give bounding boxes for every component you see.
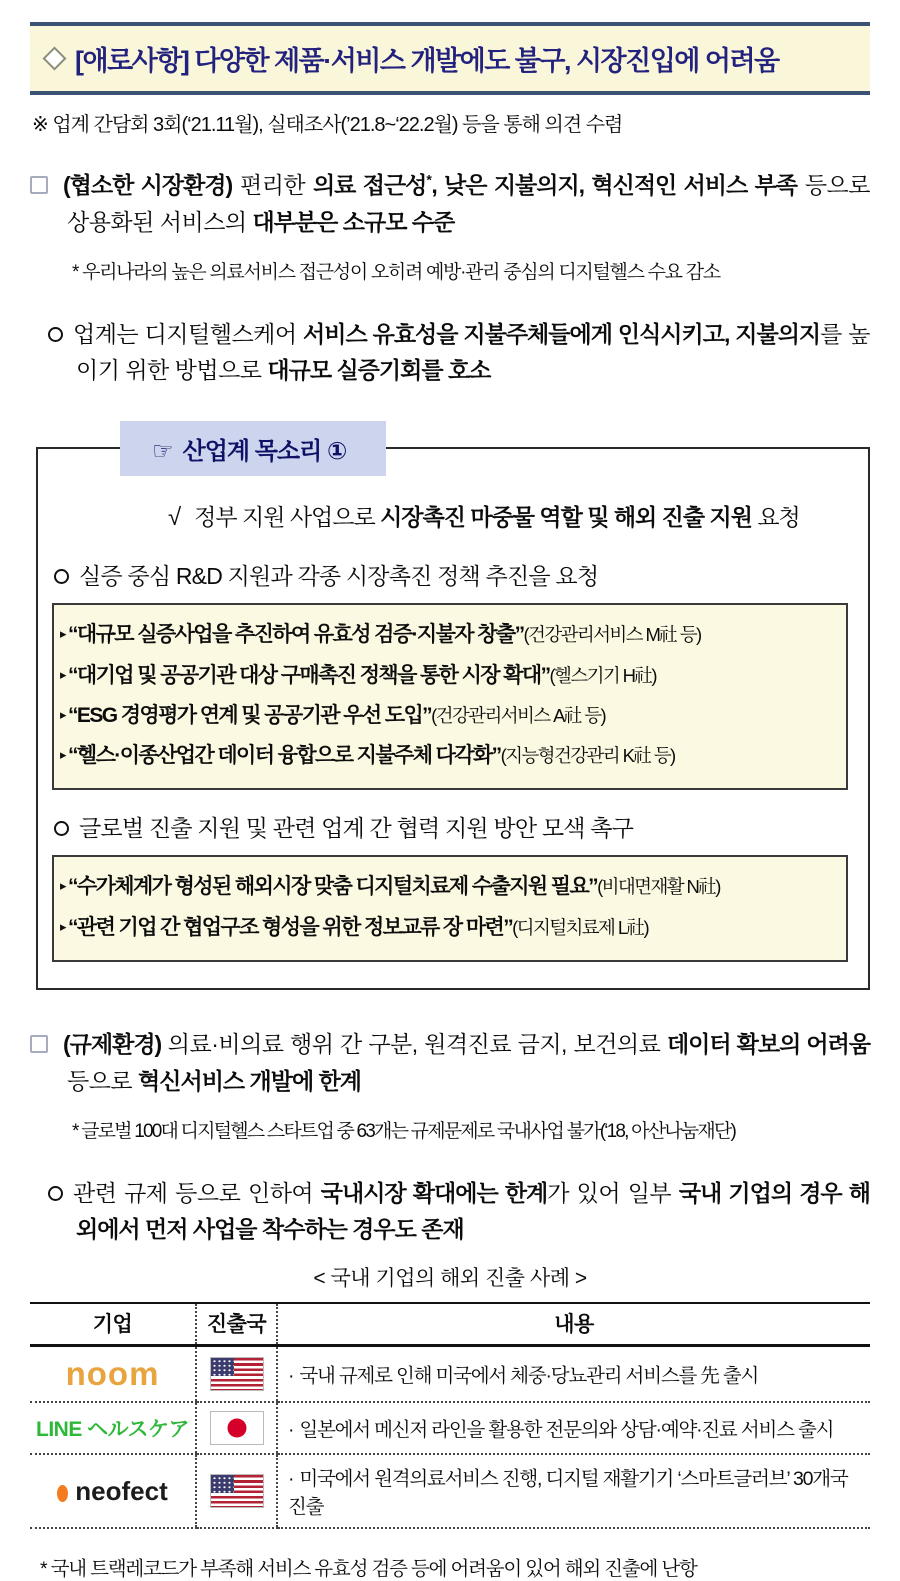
meeting-note: ※ 업계 간담회 3회(‘21.11월), 실태조사(’21.8~‘22.2월) 등을 통해 의견 수렴 xyxy=(32,114,623,136)
country-cell xyxy=(196,1346,277,1403)
footnote-medical-access: * 우리나라의 높은 의료서비스 접근성이 오히려 예방·관리 중심의 디지털헬스 수요 감소 xyxy=(72,261,720,283)
text-segment: (협소한 시장환경) xyxy=(63,172,233,198)
text-segment: 데이터 확보의 어려움 xyxy=(666,1031,871,1058)
case-desc-cell xyxy=(277,1402,870,1454)
quote-text: “관련 기업 간 협업구조 형성을 위한 정보교류 장 마련” xyxy=(68,915,513,939)
point-rnd-support xyxy=(54,558,850,591)
triangle-bullet-icon: ▸ xyxy=(60,878,67,894)
text-segment: 대부분은 소규모 수준 xyxy=(252,208,455,235)
case-desc: 국내 규제로 인해 미국에서 체중·당뇨관리 서비스를 先 출시 xyxy=(299,1365,759,1388)
text-segment: 의료 접근성 xyxy=(312,172,427,198)
para-narrow-market xyxy=(30,167,870,241)
text-segment: , 낮은 지불의지, 혁신적인 서비스 부족 xyxy=(431,172,798,198)
dot-bullet: · xyxy=(288,1419,294,1442)
company-cell xyxy=(30,1346,196,1403)
company-cell xyxy=(30,1402,196,1454)
quote-source: (건강관리서비스 A社 등) xyxy=(431,704,606,726)
quote-source: (헬스기기 H社) xyxy=(549,664,656,686)
quote-box-market xyxy=(52,603,848,790)
japan-flag-icon xyxy=(210,1411,264,1445)
table-caption: < 국내 기업의 해외 진출 사례 > xyxy=(313,1267,587,1291)
text-segment: 관련 규제 등으로 인하여 xyxy=(73,1179,321,1206)
quote-source: (지능형건강관리 K社 등) xyxy=(500,745,675,767)
para-industry-appeal xyxy=(36,316,870,390)
table-row xyxy=(30,1454,870,1528)
line-healthcare-logo: LINE ヘルスケア xyxy=(36,1418,190,1442)
para-overseas-expansion xyxy=(36,1175,870,1249)
circle-bullet-icon xyxy=(48,327,63,342)
dot-bullet: · xyxy=(288,1468,294,1491)
square-bullet-icon xyxy=(30,176,48,194)
circle-bullet-icon xyxy=(54,569,69,584)
company-cell xyxy=(30,1454,196,1528)
table-header-row xyxy=(30,1303,870,1346)
quote-item xyxy=(60,867,836,907)
triangle-bullet-icon: ▸ xyxy=(60,918,67,934)
quote-item xyxy=(60,736,836,776)
triangle-bullet-icon: ▸ xyxy=(60,666,67,682)
pointing-hand-icon: ☞ xyxy=(152,438,173,466)
text-segment: 정부 지원 사업으로 xyxy=(194,504,381,531)
dot-bullet: · xyxy=(288,1365,294,1388)
noom-logo: noom xyxy=(65,1355,160,1393)
banner-title xyxy=(75,39,779,78)
document-page xyxy=(0,22,900,1581)
quote-item xyxy=(60,615,836,655)
banner-tag: [애로사항] xyxy=(75,46,189,76)
text-segment: 의료·비의료 행위 간 구분, 원격진료 금지, 보건의료 xyxy=(161,1031,667,1058)
circle-bullet-icon xyxy=(54,821,69,836)
section-banner xyxy=(30,22,870,95)
industry-voice-box xyxy=(36,438,870,990)
neofect-logo: neofect xyxy=(57,1476,167,1506)
us-flag-icon xyxy=(210,1357,264,1391)
country-cell xyxy=(196,1454,277,1528)
table-row xyxy=(30,1346,870,1403)
case-desc-cell xyxy=(277,1346,870,1403)
voice-box-label-text: 산업계 목소리 ① xyxy=(182,438,347,466)
banner-title-text: 다양한 제품·서비스 개발에도 불구, 시장진입에 어려움 xyxy=(188,46,779,76)
footnote-track-record: * 국내 트랙레코드가 부족해 서비스 유효성 검증 등에 어려움이 있어 해외 진출에 난항 xyxy=(40,1558,697,1581)
quote-item xyxy=(60,696,836,736)
footnote-marker: * xyxy=(426,171,432,188)
table-row xyxy=(30,1402,870,1454)
col-header-country: 진출국 xyxy=(196,1303,277,1346)
text-segment: (규제환경) xyxy=(63,1031,162,1058)
text-segment: 업계는 디지털헬스케어 xyxy=(73,320,304,347)
country-cell xyxy=(196,1402,277,1454)
case-desc: 미국에서 원격의료서비스 진행, 디지털 재활기기 ‘스마트글러브’ 30개국 진출 xyxy=(288,1468,848,1519)
quote-item xyxy=(60,656,836,696)
text-segment: 혁신서비스 개발에 한계 xyxy=(138,1067,362,1094)
footnote-startup-regulation: * 글로벌 100대 디지털헬스 스타트업 중 63개는 규제문제로 국내사업 불가(‘18, 아산나눔재단) xyxy=(72,1120,735,1142)
quote-text: “ESG 경영평가 연계 및 공공기관 우선 도입” xyxy=(68,703,432,727)
text-segment: 요청 xyxy=(751,504,800,531)
quote-text: “대기업 및 공공기관 대상 구매촉진 정책을 통한 시장 확대” xyxy=(68,663,550,687)
voice-box-label xyxy=(120,421,386,476)
col-header-company: 기업 xyxy=(30,1303,196,1346)
para-regulation xyxy=(30,1026,870,1100)
triangle-bullet-icon: ▸ xyxy=(60,626,67,642)
text-segment: 실증 중심 R&D 지원과 각종 시장촉진 정책 추진을 요청 xyxy=(79,563,599,590)
triangle-bullet-icon: ▸ xyxy=(60,747,67,763)
quote-text: “수가체계가 형성된 해외시장 맞춤 디지털치료제 수출지원 필요” xyxy=(68,875,598,899)
quote-item xyxy=(60,908,836,948)
text-segment: 대규모 실증기회를 호소 xyxy=(267,357,491,384)
quote-text: “헬스·이종산업간 데이터 융합으로 지불주체 다각화” xyxy=(68,744,501,768)
point-global-support xyxy=(54,810,850,843)
check-icon: √ xyxy=(168,504,181,532)
text-segment: 가 있어 일부 xyxy=(547,1179,679,1206)
case-desc: 일본에서 메신저 라인을 활용한 전문의와 상담·예약·진료 서비스 출시 xyxy=(299,1419,834,1442)
text-segment: 편리한 xyxy=(232,172,313,198)
quote-source: (건강관리서비스 M社 등) xyxy=(523,624,701,646)
text-segment: 국내 기업의 경우 해외에서 먼저 사업을 착수하는 경우도 존재 xyxy=(76,1179,871,1243)
case-desc-cell xyxy=(277,1454,870,1528)
quote-box-global xyxy=(52,855,848,962)
text-segment: 등으로 xyxy=(67,1067,139,1094)
quote-source: (비대면재활 N社) xyxy=(597,876,720,898)
text-segment: 서비스 유효성을 지불주체들에게 인식시키고, 지불의지 xyxy=(303,320,821,347)
us-flag-icon xyxy=(210,1474,264,1508)
quote-source: (디지털치료제 L社) xyxy=(512,916,649,938)
quote-text: “대규모 실증사업을 추진하여 유효성 검증·지불자 창출” xyxy=(68,623,524,647)
col-header-desc: 내용 xyxy=(277,1303,870,1346)
overseas-cases-table xyxy=(30,1302,870,1529)
text-segment: 국내시장 확대에는 한계 xyxy=(320,1179,548,1206)
diamond-icon xyxy=(42,46,66,70)
voice-summary-line xyxy=(168,499,850,532)
text-segment: 등으로 상용화된 서비스의 xyxy=(67,172,870,235)
text-segment: 를 높이기 위한 방법으로 xyxy=(76,320,871,384)
text-segment: 시장촉진 마중물 역할 및 해외 진출 지원 xyxy=(380,504,752,531)
circle-bullet-icon xyxy=(48,1186,63,1201)
triangle-bullet-icon: ▸ xyxy=(60,706,67,722)
text-segment: 글로벌 진출 지원 및 관련 업계 간 협력 지원 방안 모색 촉구 xyxy=(79,815,634,842)
square-bullet-icon xyxy=(30,1035,48,1053)
